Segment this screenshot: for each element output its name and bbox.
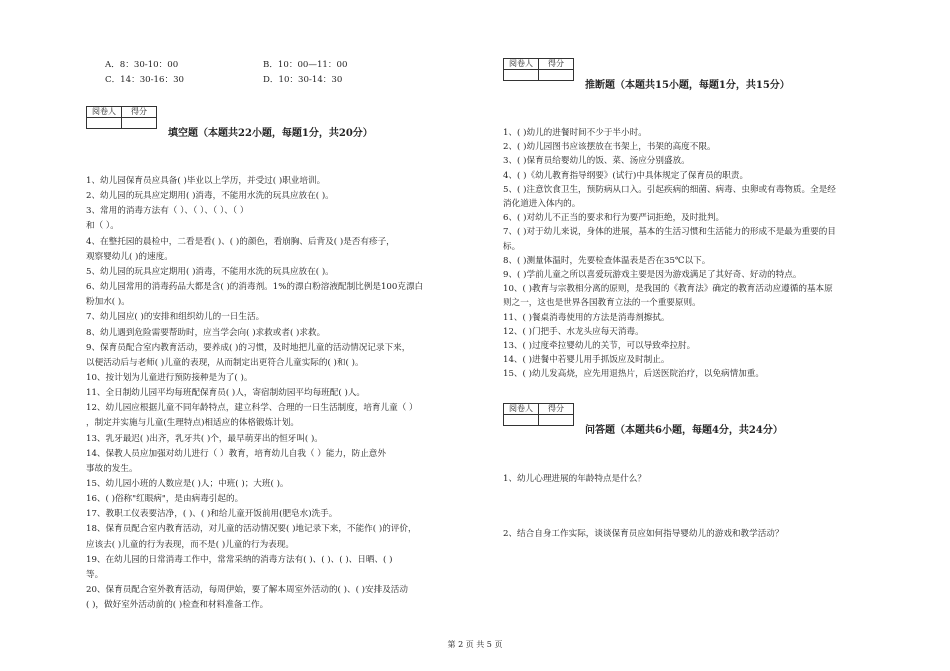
question-line: 8、幼儿遇到危险需要帮助时，应当学会向( )求救或者( )求救。	[86, 327, 326, 338]
question-line: 6、幼儿园常用的消毒药品大都是含( )的消毒剂。1%的漂白粉溶液配制比例是100克漂白	[86, 282, 424, 293]
question-line: 1、幼儿园保育员应具备( )毕业以上学历，并受过( )职业培训。	[86, 176, 326, 186]
question-line: 4、在整托园的晨检中，二看是看( )、( )的颜色，看崩胸、后背及( )是否有疹子，	[86, 236, 395, 247]
question-line: 10、按计划为儿童进行预防接种是为了( )。	[86, 372, 253, 383]
question-line: 15、( )幼儿发高烧，应先用退热片，后送医院治疗，以免病情加重。	[503, 369, 764, 380]
score-table-grader: 阅卷人	[504, 59, 539, 70]
question-line: 14、保教人员应加强对幼儿进行（ ）教育，培育幼儿自我（ ）能力，防止意外	[86, 448, 386, 459]
question-line: 7、( )对于幼儿来说，身体的进展，基本的生活习惯和生活能力的形成不是最为重要的目	[503, 227, 836, 238]
question-line: 11、全日制幼儿园平均每班配保育员( )人，寄宿制幼园平均每班配( )人。	[86, 388, 366, 399]
question-line: 粉加水( )。	[86, 297, 130, 308]
question-line: 4、( )《幼儿教育指导纲要》(试行)中具体规定了保育员的职责。	[503, 170, 749, 181]
question-line: 9、( )学前儿童之所以喜爱玩游戏主要是因为游戏满足了其好奇、好动的特点。	[503, 270, 802, 280]
option-a: A．8：30-10：00	[105, 60, 179, 70]
option-b: B．10：00—11：00	[263, 60, 348, 70]
question-line: 8、( )测量体温时，先要检查体温表是否在35℃以下。	[503, 255, 711, 266]
question-line: 观察婴幼儿( )的速度。	[86, 251, 173, 262]
judge-section-title: 推断题（本题共15小题，每题1分，共15分）	[585, 80, 790, 91]
question-line: 5、幼儿园的玩具应定期用( )消毒，不能用水洗的玩具应放在( )。	[86, 266, 334, 277]
question-line: 和（ ）。	[86, 221, 119, 232]
score-table-qa	[503, 403, 574, 426]
question-line: 等。	[86, 569, 104, 580]
question-line: 12、( )门把手、水龙头应每天消毒。	[503, 326, 644, 337]
question-line: 13、( )过度牵拉婴幼儿的关节，可以导致牵拉肘。	[503, 341, 696, 351]
question-line: 则之一，这也是世界各国教育立法的一个重要原则。	[503, 298, 701, 309]
option-d: D．10：30-14：30	[263, 75, 343, 85]
question-line: 13、乳牙最迟( )出齐，乳牙共( )个，最早萌芽出的恒牙叫( )。	[86, 433, 323, 444]
qa-question-1: 1、幼儿心理进展的年龄特点是什么？	[503, 474, 646, 484]
question-line: 14、( )进餐中若婴儿用手抓饭应及时制止。	[503, 355, 670, 366]
qa-question-2: 2、结合自身工作实际，谈谈保育员应如何指导婴幼儿的游戏和教学活动？	[503, 529, 784, 539]
question-line: 11、( )餐桌消毒使用的方法是消毒剂擦拭。	[503, 312, 670, 323]
question-line: 以便活动后与老师( )儿童的表现，从而制定出更符合儿童实际的( )和( )。	[86, 357, 364, 368]
question-line: 7、幼儿园应( )的安排和组织幼儿的一日生活。	[86, 312, 265, 323]
question-line: 应该去( )儿童的行为表现，而不是( )儿童的行为表现。	[86, 539, 294, 550]
score-table-score: 得分	[122, 107, 157, 118]
score-table-score: 得分	[539, 59, 574, 70]
qa-section-title: 问答题（本题共6小题，每题4分，共24分）	[585, 425, 783, 436]
question-line: 标。	[503, 241, 521, 252]
question-line: 9、保育员配合室内教育活动，要养成( )的习惯，及时地把儿童的活动情况记录下来，	[86, 342, 411, 353]
fill-section-title: 填空题（本题共22小题，每题1分，共20分）	[168, 128, 373, 139]
question-line: 6、( )对幼儿不正当的要求和行为要严词拒绝，及时批判。	[503, 213, 725, 224]
page-footer: 第 2 页 共 5 页	[447, 640, 503, 649]
question-line: 12、幼儿园应根据儿童不同年龄特点，建立科学、合理的一日生活制度，培育儿童（ ）	[86, 403, 418, 414]
question-line: 3、常用的消毒方法有（ ）、（ ）、（ ）、（ ）	[86, 206, 249, 217]
question-line: 5、( )注意饮食卫生，预防病从口入。引起疾病的细菌、病毒、虫卵或有毒物质。全是经	[503, 184, 836, 195]
question-line: 3、( )保育员给婴幼儿的饭、菜、汤应分别盛放。	[503, 156, 690, 167]
score-table-grader: 阅卷人	[504, 404, 539, 415]
question-line: 2、幼儿园的玩具应定期用( )消毒，不能用水洗的玩具应放在( )。	[86, 191, 334, 202]
question-line: 1、( )幼儿的进餐时间不少于半小时。	[503, 128, 647, 138]
question-line: ，制定并实施与儿童(生理特点)相适应的体格锻炼计划。	[86, 418, 299, 429]
question-line: 17、教职工仪表要洁净，( )、( )和给儿童开饭前用(肥皂水)洗手。	[86, 509, 338, 520]
score-table-fill	[86, 106, 157, 129]
score-table-judge	[503, 58, 574, 81]
score-table-grader: 阅卷人	[87, 107, 122, 118]
question-line: ( )，做好室外活动前的( )检查和材料准备工作。	[86, 600, 269, 611]
question-line: 2、( )幼儿园图书应该摆放在书架上，书架的高度不限。	[503, 142, 716, 153]
question-line: 事故的发生。	[86, 463, 138, 474]
option-c: C．14：30-16：30	[105, 75, 185, 85]
question-line: 15、幼儿园小班的人数应是( )人；中班( )；大班( )。	[86, 479, 289, 489]
question-line: 18、保育员配合室内教育活动，对儿童的活动情况要( )地记录下来，不能作( )的评价，	[86, 524, 417, 535]
question-line: 消化道进入体内的。	[503, 199, 581, 209]
question-line: 10、( )教育与宗教相分离的原则，是我国的《教育法》确定的教育活动应遵循的基本原	[503, 284, 833, 295]
question-line: 19、在幼儿园的日常消毒工作中，常常采纳的消毒方法有( )、( )、( )、日晒、( )	[86, 554, 393, 565]
score-table-score: 得分	[539, 404, 574, 415]
question-line: 20、保育员配合室外教育活动，每周伊始，要了解本周室外活动的( )、( )安排及活动	[86, 585, 408, 596]
question-line: 16、( )俗称"红眼病"，是由病毒引起的。	[86, 494, 244, 505]
